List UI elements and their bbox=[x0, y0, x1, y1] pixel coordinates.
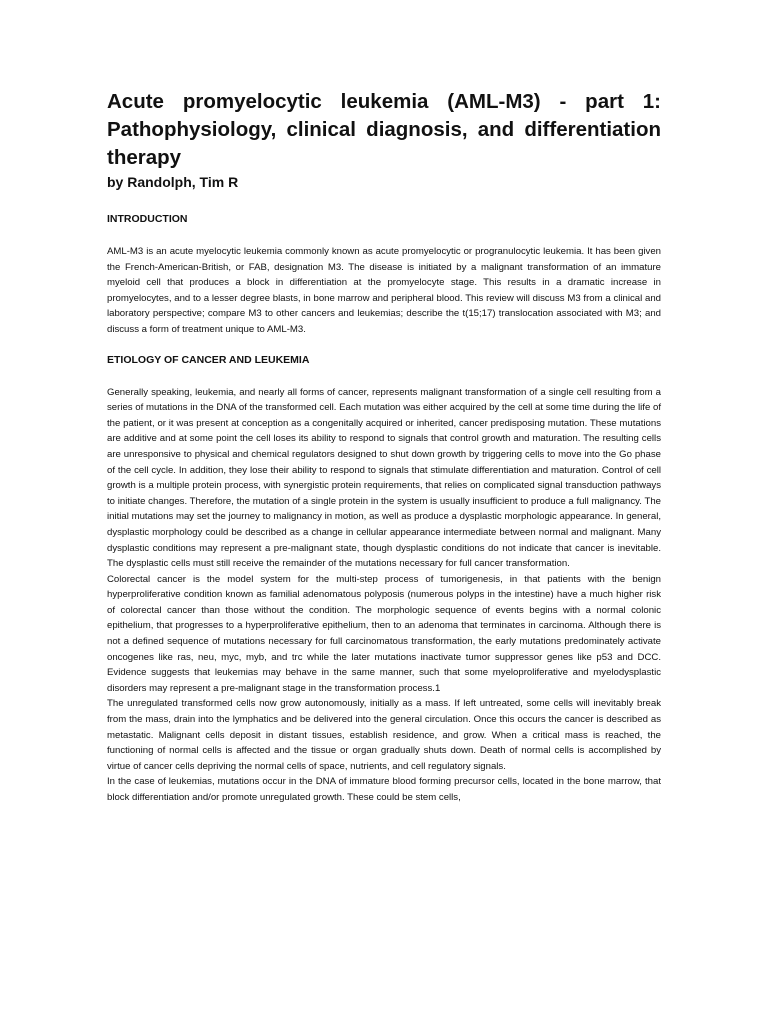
paragraph: The unregulated transformed cells now grow autonomously, initially as a mass. If left untreated, some cells will inevitably break from the mass, drain into the lymphatics and be delivered into the general circulation. Once this occurs the cancer is described as metastatic. Malignant cells deposit in distant tissues, establish residence, and grow. When a critical mass is reached, the functioning of normal cells is affected and the tissue or organ gradually shuts down. Death of normal cells is accomplished by virtue of cancer cells depriving the normal cells of space, nutrients, and cell regulatory signals. bbox=[107, 698, 661, 772]
paragraph: AML-M3 is an acute myelocytic leukemia commonly known as acute promyelocytic or progranulocytic leukemia. It has been given the French-American-British, or FAB, designation M3. The disease is initiated by a malignant transformation of an immature myeloid cell that produces a block in differentiation at the promyelocyte stage. This results in a dramatic increase in promyelocytes, and to a lesser degree blasts, in bone marrow and peripheral blood. This review will discuss M3 from a clinical and laboratory perspective; compare M3 to other cancers and leukemias; describe the t(15;17) translocation associated with M3; and discuss a form of treatment unique to AML-M3. bbox=[107, 246, 661, 335]
paragraph: Generally speaking, leukemia, and nearly all forms of cancer, represents malignant transformation of a single cell resulting from a series of mutations in the DNA of the transformed cell. Each mutation was either acquired by the cell at some time during the life of the patient, or it was present at conception as a congenitally acquired or inherited, cancer predisposing mutation. These mutations are additive and at some point the cell loses its ability to respond to signals that control growth and maturation. The resulting cells are unresponsive to physical and chemical regulators designed to shut down growth by triggering cells to move into the Go phase of the cell cycle. In addition, they lose their ability to respond to signals that stimulate differentiation and maturation. Control of cell growth is a multiple protein process, with synergistic protein requirements, that relies on complicated signal transduction pathways to initiate changes. Therefore, the mutation of a single protein in the system is usually insufficient to produce a full malignancy. The initial mutations may set the journey to malignancy in motion, as well as produce a dysplastic morphologic appearance. In general, dysplastic morphology could be described as a change in cellular appearance intermediate between normal and malignant. Many dysplastic conditions may represent a pre-malignant state, though dysplastic conditions do not indicate that cancer is inevitable. The dysplastic cells must still receive the remainder of the mutations necessary for full cancer transformation. bbox=[107, 386, 661, 570]
author-byline: by Randolph, Tim R bbox=[107, 174, 239, 190]
document-body bbox=[107, 88, 661, 806]
document-title: Acute promyelocytic leukemia (AML-M3) - part 1: Pathophysiology, clinical diagnosis, and differentiation therapy bbox=[107, 90, 661, 169]
paragraph: In the case of leukemias, mutations occur in the DNA of immature blood forming precursor cells, located in the bone marrow, that block differentiation and/or promote unregulated growth. These could be stem cells, bbox=[107, 776, 661, 803]
paragraph: Colorectal cancer is the model system for the multi-step process of tumorigenesis, in that patients with the benign hyperproliferative condition known as familial adenomatous polyposis (numerous polyps in the intestine) have a much higher risk of colorectal cancer than those without the condition. The morphologic sequence of events begins with a normal colonic epithelium, that progresses to a hyperproliferative epithelium, then to an adenoma that terminates in carcinoma. Although there is not a defined sequence of mutations necessary for full carcinomatous transformation, the early mutations predominately activate oncogenes like ras, neu, myc, myb, and trc while the later mutations inactivate tumor suppressor genes like p53 and DCC. Evidence suggests that leukemias may behave in the same manner, such that some myeloproliferative and myelodysplastic disorders may represent a pre-malignant stage in the transformation process.1 bbox=[107, 573, 661, 694]
section-heading-etiology: ETIOLOGY OF CANCER AND LEUKEMIA bbox=[107, 353, 310, 366]
section-heading-introduction: INTRODUCTION bbox=[107, 213, 188, 225]
